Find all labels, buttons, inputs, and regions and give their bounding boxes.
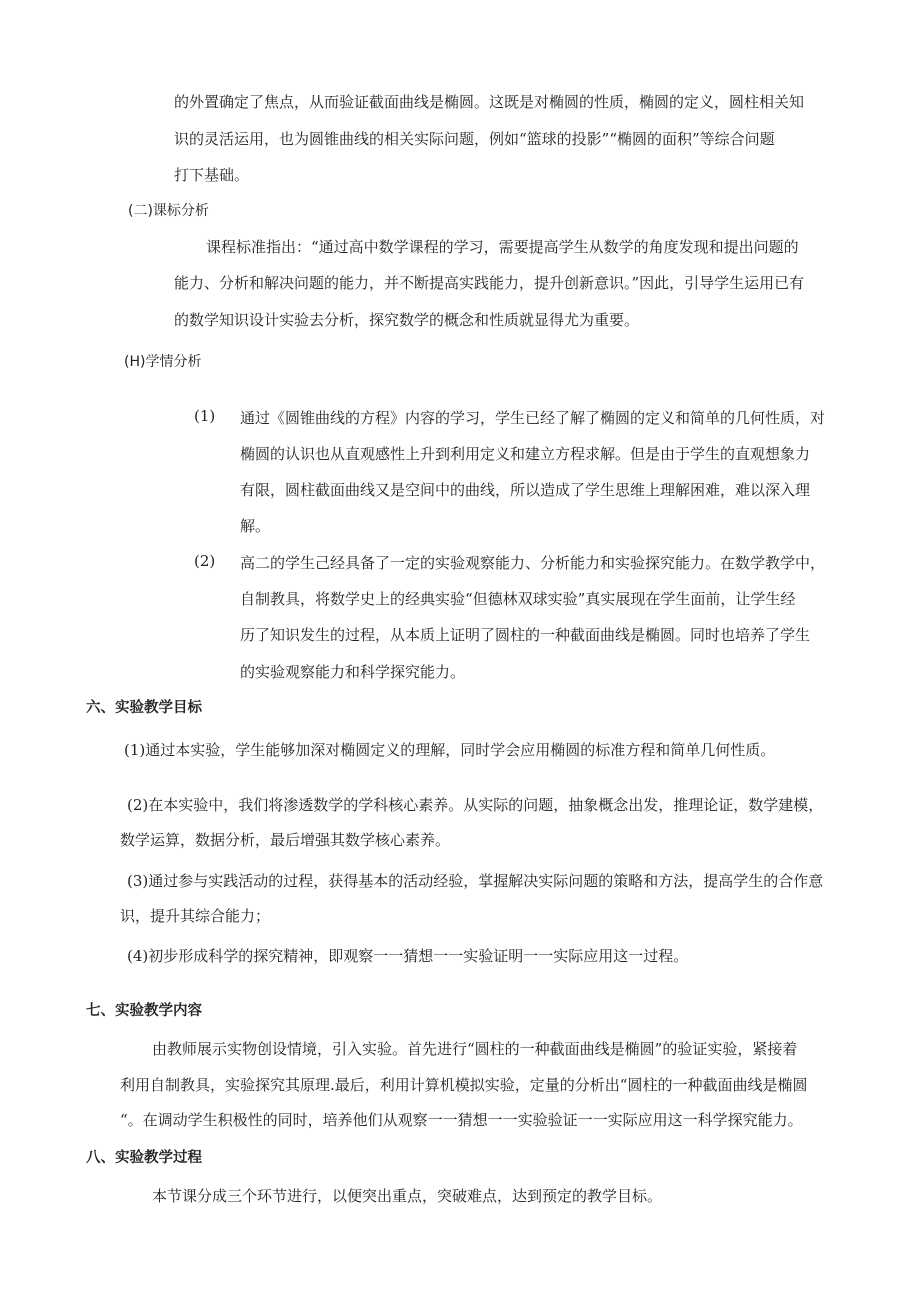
goal-item-2-cont: 数学运算，数据分析，最后增强其数学核心素养。 [120, 831, 451, 849]
list-item-line: 解。 [240, 517, 271, 535]
paragraph-line: “。在调动学生积极性的同时，培养他们从观察一一猜想一一实验验证一一实际应用这一科学探究能力。 [120, 1111, 803, 1129]
goal-item-2: (2)在本实验中，我们将渗透数学的学科核心素养。从实际的问题，抽象概念出发，推理论证，数学建模， [127, 796, 824, 814]
goal-item-3: (3)通过参与实践活动的过程，获得基本的活动经验，掌握解决实际问题的策略和方法，提高学生的合作意 [127, 872, 824, 890]
paragraph-line: 识的灵活运用，也为圆锥曲线的相关实际问题，例如“篮球的投影”“椭圆的面积”等综合问题 [174, 130, 775, 148]
list-item-line: 历了知识发生的过程，从本质上证明了圆柱的一种截面曲线是椭圆。同时也培养了学生 [240, 626, 811, 644]
section-heading-content: 七、实验教学内容 [86, 1003, 202, 1019]
section-heading-process: 八、实验教学过程 [86, 1150, 202, 1166]
list-item-line: 椭圆的认识也从直观感性上升到利用定义和建立方程求解。但是由于学生的直观想象力 [240, 445, 811, 463]
paragraph-line: 课程标准指出：“通过高中数学课程的学习，需要提高学生从数学的角度发现和提出问题的 [206, 238, 799, 256]
list-item-line: 有限，圆柱截面曲线又是空间中的曲线，所以造成了学生思维上理解困难，难以深入理 [240, 481, 811, 499]
section-heading-goals: 六、实验教学目标 [86, 700, 202, 716]
list-item-line: 的实验观察能力和科学探究能力。 [240, 663, 466, 681]
paragraph-line: 能力、分析和解决问题的能力，并不断提高实践能力，提升创新意识。”因此，引导学生运用已有 [174, 274, 805, 292]
list-item-line: 通过《圆锥曲线的方程》内容的学习，学生已经了解了椭圆的定义和简单的几何性质，对 [240, 409, 826, 427]
subsection-heading-curriculum: (二)课标分析 [128, 203, 209, 219]
subsection-heading-students: (H)学情分析 [124, 354, 202, 370]
list-item-line: 自制教具，将数学史上的经典实验“但德林双球实验”真实展现在学生面前，让学生经 [240, 590, 796, 608]
list-item-line: 高二的学生己经具备了一定的实验观察能力、分析能力和实验探究能力。在数学教学中， [240, 554, 826, 572]
goal-item-3-cont: 识，提升其综合能力； [120, 907, 271, 925]
list-number: (2) [194, 552, 216, 570]
paragraph-line: 的数学知识设计实验去分析，探究数学的概念和性质就显得尤为重要。 [174, 311, 640, 329]
goal-item-4: (4)初步形成科学的探究精神，即观察一一猜想一一实验证明一一实际应用这一过程。 [127, 947, 689, 965]
list-number: (1) [194, 407, 216, 425]
goal-item-1: (1)通过本实验，学生能够加深对椭圆定义的理解，同时学会应用椭圆的标准方程和简单几何性质。 [124, 741, 776, 759]
paragraph-line: 的外置确定了焦点，从而验证截面曲线是椭圆。这既是对椭圆的性质，椭圆的定义，圆柱相关知 [174, 93, 805, 111]
paragraph-line: 本节课分成三个环节进行，以便突出重点，突破难点，达到预定的教学目标。 [152, 1187, 663, 1205]
paragraph-line: 由教师展示实物创设情境，引入实验。首先进行“圆柱的一种截面曲线是椭圆”的验证实验，紧接着 [152, 1040, 798, 1058]
paragraph-line: 打下基础。 [174, 166, 250, 184]
paragraph-line: 利用自制教具，实验探究其原理.最后，利用计算机模拟实验，定量的分析出“圆柱的一种截面曲线是椭圆 [120, 1076, 808, 1094]
